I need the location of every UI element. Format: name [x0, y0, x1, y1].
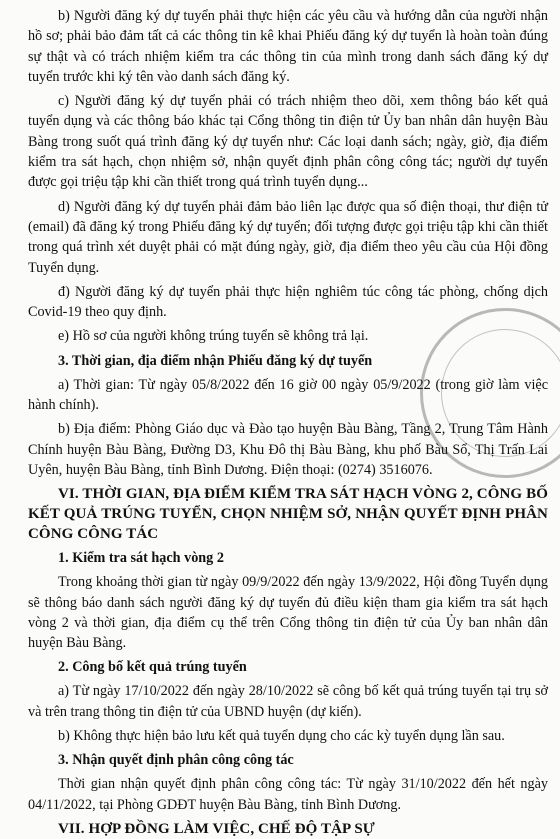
paragraph-c-responsibility: c) Người đăng ký dự tuyển phải có trách nhiệm theo dõi, xem thông báo kết quả tuyển dụng và các thông báo khác tại Cổng thông tin điện tử Ủy ban nhân dân huyện Bàu Bàng trong suốt quá trình đăng ký dự tuyển như: Các loại danh sách; ngày, giờ, địa điểm kiểm tra sát hạch, chọn nhiệm sở, nhận quyết định phân công công tác; người dự tuyển được gọi triệu tập khi cần thiết trong quá trình tuyển dụng...: [28, 93, 548, 191]
paragraph-b-requirements: b) Người đăng ký dự tuyển phải thực hiện các yêu cầu và hướng dẫn của người nhận hồ sơ; phải bảo đảm tất cả các thông tin kê khai Phiếu đăng ký dự tuyển là hoàn toàn đúng sự thật và có trách nhiệm kiểm tra các thông tin của mình trong danh sách đăng ký dự tuyển trước khi ký tên vào danh sách đăng ký.: [28, 8, 548, 85]
section-3-time: a) Thời gian: Từ ngày 05/8/2022 đến 16 giờ 00 ngày 05/9/2022 (trong giờ làm việc hành chính).: [28, 376, 548, 414]
paragraph-d-contact: d) Người đăng ký dự tuyển phải đảm bảo liên lạc được qua số điện thoại, thư điện tử (email) đã đăng ký trong Phiếu đăng ký dự tuyển; đối tượng được gọi triệu tập khi cần thiết trong quá trình xét duyệt phải có mặt đúng ngày, giờ, địa điểm theo yêu cầu của Hội đồng Tuyển dụng.: [28, 198, 548, 276]
chapter-7-heading: VII. HỢP ĐỒNG LÀM VIỆC, CHẾ ĐỘ TẬP SỰ: [58, 820, 375, 837]
chapter-6-section-1-title: 1. Kiểm tra sát hạch vòng 2: [58, 550, 224, 567]
chapter-6-section-3-body: Thời gian nhận quyết định phân công công tác: Từ ngày 31/10/2022 đến hết ngày 04/11/2022, tại Phòng GDĐT huyện Bàu Bàng, tỉnh Bình Dương.: [28, 776, 548, 813]
chapter-6-section-3-title: 3. Nhận quyết định phân công công tác: [58, 752, 294, 769]
paragraph-e-records: e) Hồ sơ của người không trúng tuyển sẽ không trả lại.: [58, 328, 369, 345]
paragraph-dd-covid: đ) Người đăng ký dự tuyển phải thực hiện nghiêm túc công tác phòng, chống dịch Covid-19 theo quy định.: [28, 283, 548, 321]
chapter-6-section-2-a: a) Từ ngày 17/10/2022 đến ngày 28/10/2022 sẽ công bố kết quả trúng tuyển tại trụ sở và trên trang thông tin điện tử của UBND huyện (dự kiến).: [28, 683, 548, 720]
section-3-title: 3. Thời gian, địa điểm nhận Phiếu đăng ký dự tuyển: [58, 352, 373, 369]
chapter-6-section-1-body: Trong khoảng thời gian từ ngày 09/9/2022 đến ngày 13/9/2022, Hội đồng Tuyển dụng sẽ thông báo danh sách người đăng ký dự tuyển đủ điều kiện tham gia kiểm tra sát hạch vòng 2 và thời gian, địa điểm cụ thể trên Cổng thông tin điện tử của Ủy ban nhân dân huyện Bàu Bàng.: [28, 574, 548, 652]
chapter-6-heading: VI. THỜI GIAN, ĐỊA ĐIỂM KIỂM TRA SÁT HẠCH VÒNG 2, CÔNG BỐ KẾT QUẢ TRÚNG TUYỂN, CHỌN NHIỆM SỞ, NHẬN QUYẾT ĐỊNH PHÂN CÔNG CÔNG TÁC: [28, 486, 548, 543]
chapter-6-section-2-title: 2. Công bố kết quả trúng tuyển: [58, 659, 247, 676]
section-3-location: b) Địa điểm: Phòng Giáo dục và Đào tạo huyện Bàu Bàng, Tầng 2, Trung Tâm Hành Chính huyện Bàu Bàng, Đường D3, Khu Đô thị Bàu Bàng, khu phố Bàu Sổ, Thị Trấn Lai Uyên, huyện Bàu Bàng, tỉnh Bình Dương. Điện thoại: (0274) 3516076.: [28, 421, 548, 478]
chapter-6-section-2-b: b) Không thực hiện bảo lưu kết quả tuyển dụng cho các kỳ tuyển dụng lần sau.: [58, 728, 505, 745]
